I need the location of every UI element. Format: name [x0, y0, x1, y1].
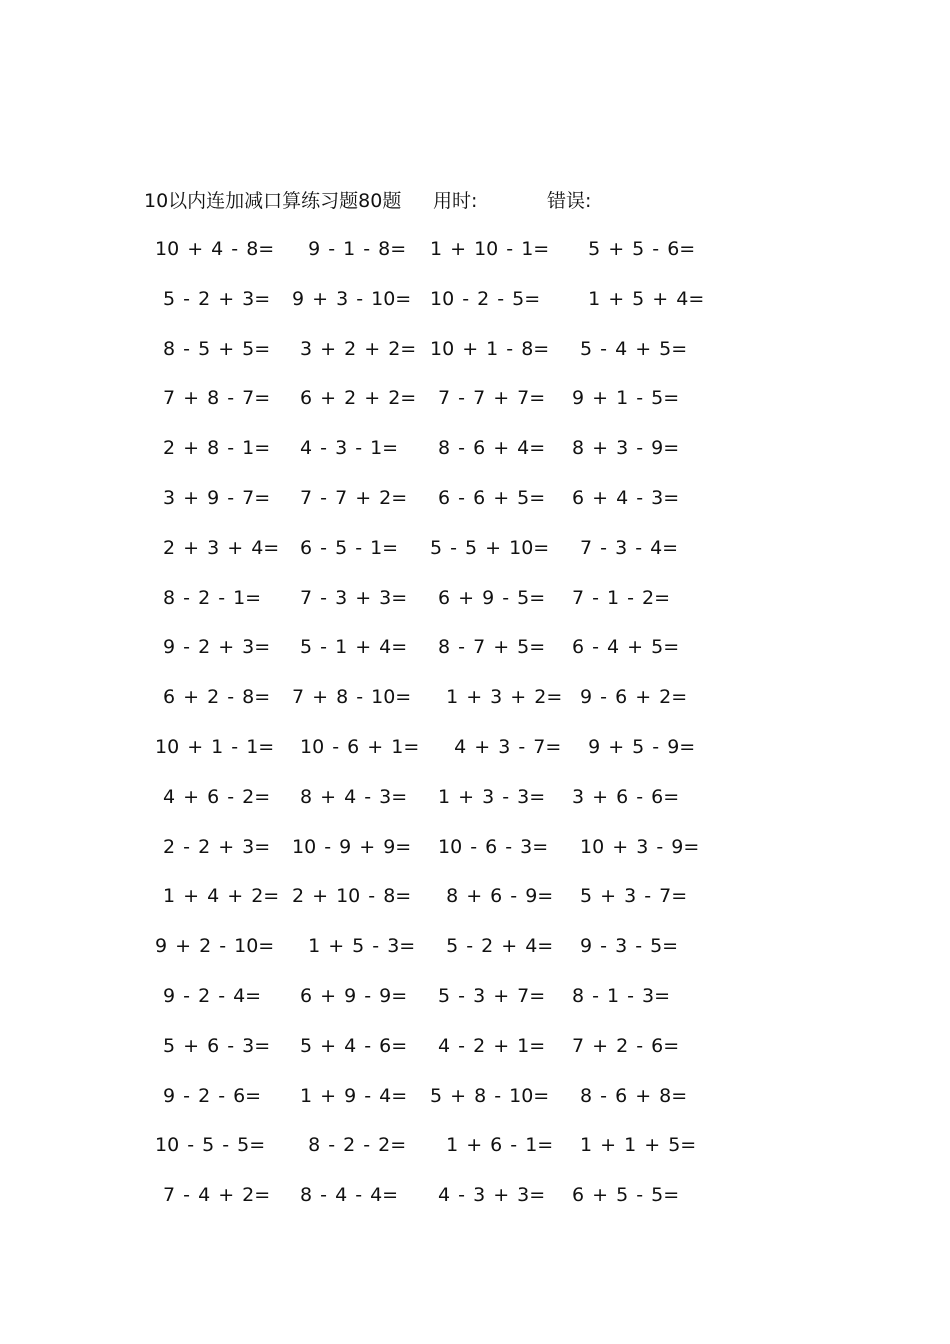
- math-problem: 4 + 6 - 2=: [155, 785, 271, 808]
- math-problem: 9 + 1 - 5=: [572, 387, 680, 410]
- problem-row: [0, 1081, 950, 1131]
- math-problem: 4 - 2 + 1=: [430, 1034, 546, 1057]
- problem-row: [0, 632, 950, 682]
- worksheet-header: [0, 186, 950, 216]
- math-problem: 5 - 4 + 5=: [572, 337, 688, 360]
- math-problem: 8 - 5 + 5=: [155, 337, 271, 360]
- math-problem: 7 - 3 - 4=: [572, 536, 679, 559]
- math-problem: 2 - 2 + 3=: [155, 835, 271, 858]
- problem-row: [0, 1130, 950, 1180]
- math-problem: 8 + 3 - 9=: [572, 437, 680, 460]
- problem-row: [0, 334, 950, 384]
- problem-row: [0, 682, 950, 732]
- math-problem: 5 + 6 - 3=: [155, 1034, 271, 1057]
- math-problem: 10 - 6 + 1=: [292, 735, 420, 758]
- math-problem: 2 + 3 + 4=: [155, 536, 280, 559]
- math-problem: 9 + 2 - 10=: [155, 935, 275, 958]
- math-problem: 9 - 2 - 4=: [155, 984, 262, 1007]
- math-problem: 1 + 3 + 2=: [430, 686, 563, 709]
- math-problem: 8 - 2 - 2=: [292, 1134, 407, 1157]
- problem-row: [0, 732, 950, 782]
- problem-row: [0, 1180, 950, 1230]
- math-problem: 4 - 3 - 1=: [292, 437, 399, 460]
- math-problem: 10 + 4 - 8=: [155, 238, 275, 260]
- math-problem: 7 + 8 - 7=: [155, 387, 271, 410]
- math-problem: 6 + 2 - 8=: [155, 686, 271, 709]
- time-label: 用时:: [433, 190, 478, 212]
- math-problem: 9 - 1 - 8=: [292, 238, 407, 260]
- problem-row: [0, 234, 950, 284]
- math-problem: 5 - 3 + 7=: [430, 984, 546, 1007]
- math-problem: 1 + 1 + 5=: [572, 1134, 697, 1157]
- problem-row: [0, 533, 950, 583]
- math-problem: 6 + 5 - 5=: [572, 1184, 680, 1207]
- math-problem: 5 - 5 + 10=: [430, 536, 550, 559]
- problem-row: [0, 433, 950, 483]
- math-problem: 9 - 6 + 2=: [572, 686, 688, 709]
- math-problem: 10 - 5 - 5=: [155, 1134, 266, 1157]
- math-problem: 3 + 6 - 6=: [572, 785, 680, 808]
- math-problem: 7 - 4 + 2=: [155, 1184, 271, 1207]
- math-problem: 5 + 5 - 6=: [572, 238, 696, 260]
- math-problem: 5 + 3 - 7=: [572, 885, 688, 908]
- math-problem: 10 + 3 - 9=: [572, 835, 700, 858]
- math-problem: 7 - 7 + 2=: [292, 486, 408, 509]
- math-problem: 1 + 9 - 4=: [292, 1084, 408, 1107]
- math-problem: 8 - 2 - 1=: [155, 586, 262, 609]
- math-problem: 4 + 3 - 7=: [430, 735, 562, 758]
- math-problem: 4 - 3 + 3=: [430, 1184, 546, 1207]
- math-problem: 9 - 2 + 3=: [155, 636, 271, 659]
- worksheet-title: 10以内连加减口算练习题80题: [144, 190, 402, 212]
- problem-row: [0, 981, 950, 1031]
- math-problem: 5 - 2 + 3=: [155, 287, 271, 310]
- math-problem: 7 + 2 - 6=: [572, 1034, 680, 1057]
- math-problem: 9 - 3 - 5=: [572, 935, 679, 958]
- math-problem: 1 + 3 - 3=: [430, 785, 546, 808]
- math-problem: 6 + 9 - 9=: [292, 984, 408, 1007]
- math-problem: 1 + 5 - 3=: [292, 935, 416, 958]
- math-problem: 10 - 9 + 9=: [292, 835, 412, 858]
- problem-row: [0, 583, 950, 633]
- math-problem: 8 - 4 - 4=: [292, 1184, 399, 1207]
- math-problem: 10 - 6 - 3=: [430, 835, 549, 858]
- math-problem: 2 + 8 - 1=: [155, 437, 271, 460]
- problem-row: [0, 881, 950, 931]
- math-problem: 9 - 2 - 6=: [155, 1084, 262, 1107]
- problem-row: [0, 782, 950, 832]
- math-problem: 9 + 5 - 9=: [572, 735, 696, 758]
- math-problem: 5 + 4 - 6=: [292, 1034, 408, 1057]
- math-problem: 8 - 7 + 5=: [430, 636, 546, 659]
- math-problem: 6 + 2 + 2=: [292, 387, 417, 410]
- math-problem: 8 - 1 - 3=: [572, 984, 671, 1007]
- problem-row: [0, 483, 950, 533]
- math-problem: 1 + 4 + 2=: [155, 885, 280, 908]
- math-problem: 5 - 2 + 4=: [430, 935, 554, 958]
- error-label: 错误:: [547, 190, 592, 212]
- math-problem: 3 + 2 + 2=: [292, 337, 417, 360]
- problem-row: [0, 832, 950, 882]
- math-problem: 6 + 4 - 3=: [572, 486, 680, 509]
- math-problem: 6 - 6 + 5=: [430, 486, 546, 509]
- math-problem: 8 + 4 - 3=: [292, 785, 408, 808]
- math-problem: 5 + 8 - 10=: [430, 1084, 550, 1107]
- math-problem: 8 - 6 + 4=: [430, 437, 546, 460]
- problem-row: [0, 931, 950, 981]
- math-problem: 1 + 10 - 1=: [430, 238, 550, 260]
- math-problem: 9 + 3 - 10=: [292, 287, 412, 310]
- math-problem: 10 + 1 - 8=: [430, 337, 550, 360]
- math-problem: 6 + 9 - 5=: [430, 586, 546, 609]
- problem-grid: [0, 234, 950, 1230]
- problem-row: [0, 284, 950, 334]
- math-problem: 10 + 1 - 1=: [155, 735, 275, 758]
- math-problem: 8 - 6 + 8=: [572, 1084, 688, 1107]
- math-problem: 7 - 3 + 3=: [292, 586, 408, 609]
- math-problem: 5 - 1 + 4=: [292, 636, 408, 659]
- math-problem: 7 + 8 - 10=: [292, 686, 412, 709]
- problem-row: [0, 1031, 950, 1081]
- math-problem: 7 - 1 - 2=: [572, 586, 671, 609]
- math-problem: 2 + 10 - 8=: [292, 885, 412, 908]
- problem-row: [0, 383, 950, 433]
- math-problem: 6 - 5 - 1=: [292, 536, 399, 559]
- math-problem: 3 + 9 - 7=: [155, 486, 271, 509]
- math-problem: 1 + 6 - 1=: [430, 1134, 554, 1157]
- math-problem: 1 + 5 + 4=: [572, 287, 705, 310]
- math-problem: 6 - 4 + 5=: [572, 636, 680, 659]
- math-problem: 8 + 6 - 9=: [430, 885, 554, 908]
- math-problem: 7 - 7 + 7=: [430, 387, 546, 410]
- math-problem: 10 - 2 - 5=: [430, 287, 541, 310]
